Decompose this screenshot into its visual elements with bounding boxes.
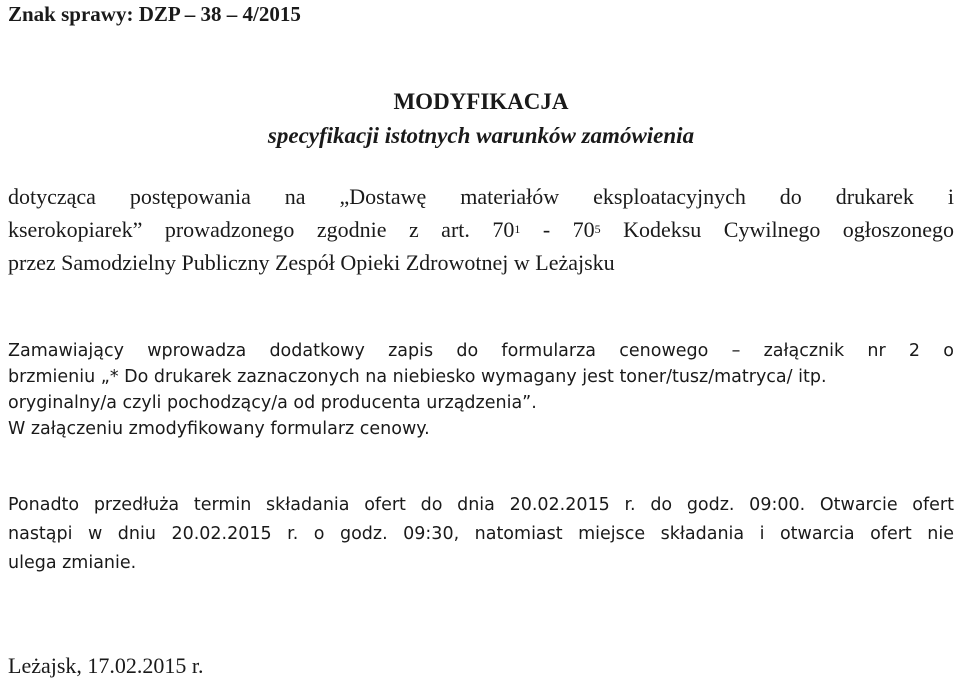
place-and-date: Leżajsk, 17.02.2015 r.	[8, 653, 204, 678]
intro-line-2-mid: - 70	[520, 217, 595, 242]
amendment-line-4: W załączeniu zmodyfikowany formularz cenowy.	[8, 419, 430, 439]
amendment-line-1: Zamawiający wprowadza dodatkowy zapis do formularza cenowego – załącznik nr 2 o	[8, 341, 954, 361]
amendment-line-3: oryginalny/a czyli pochodzący/a od producenta urządzenia”.	[8, 393, 537, 413]
intro-line-2-start: kserokopiarek” prowadzonego zgodnie z art. 70	[8, 217, 515, 242]
amendment-paragraph	[8, 338, 954, 442]
intro-paragraph	[8, 180, 954, 279]
document-title: MODYFIKACJA	[393, 89, 569, 114]
intro-line-1: dotycząca postępowania na „Dostawę materiałów eksploatacyjnych do drukarek i	[8, 184, 954, 209]
document-page	[8, 0, 954, 685]
article-superscript-1: 1	[514, 222, 521, 236]
intro-line-2-end: Kodeksu Cywilnego ogłoszonego	[600, 217, 954, 242]
case-number: Znak sprawy: DZP – 38 – 4/2015	[8, 2, 301, 26]
amendment-line-2: brzmieniu „* Do drukarek zaznaczonych na niebiesko wymagany jest toner/tusz/matryca/ itp.	[8, 367, 827, 387]
intro-line-2	[8, 213, 954, 246]
deadline-paragraph	[8, 491, 954, 578]
document-subtitle: specyfikacji istotnych warunków zamówienia	[267, 123, 695, 148]
deadline-line-2: nastąpi w dniu 20.02.2015 r. o godz. 09:30, natomiast miejsce składania i otwarcia ofert nie	[8, 524, 954, 544]
deadline-line-3: ulega zmianie.	[8, 553, 137, 573]
deadline-line-1: Ponadto przedłuża termin składania ofert do dnia 20.02.2015 r. do godz. 09:00. Otwarcie ofert	[8, 495, 954, 515]
article-superscript-5: 5	[594, 222, 601, 236]
intro-line-3: przez Samodzielny Publiczny Zespół Opieki Zdrowotnej w Leżajsku	[8, 250, 615, 275]
